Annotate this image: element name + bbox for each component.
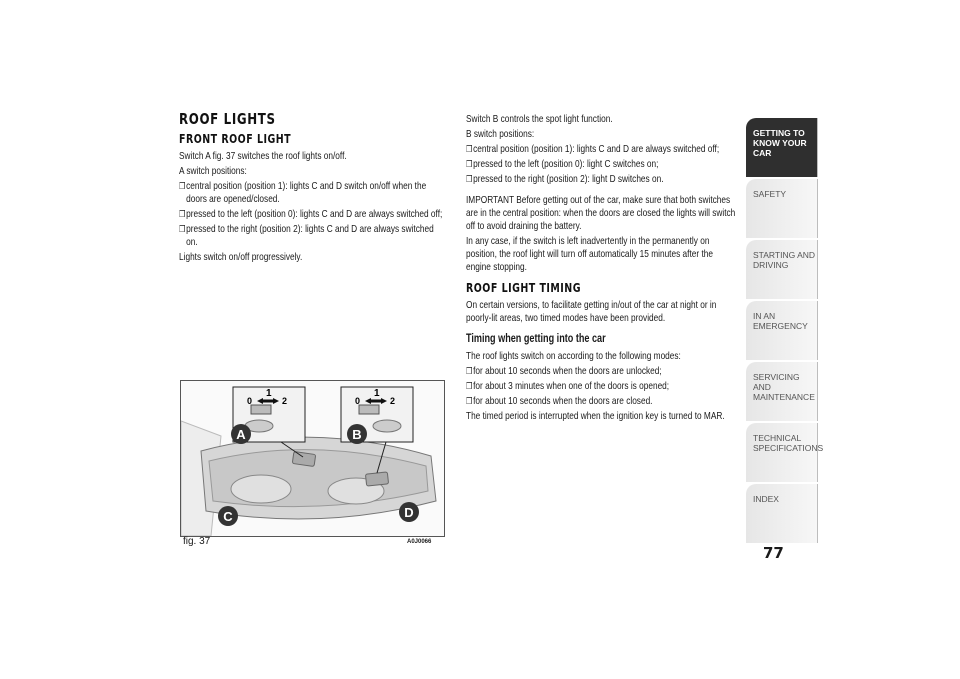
roof-light-figure bbox=[180, 380, 445, 537]
intro-text: Switch A fig. 37 switches the roof lights on/off. bbox=[179, 150, 347, 162]
timing-subtitle: Timing when getting into the car bbox=[466, 333, 606, 345]
switch-b-pos-1: 1 bbox=[374, 388, 380, 399]
roof-light-illustration bbox=[181, 381, 444, 536]
important-note: IMPORTANT Before getting out of the car, make sure that both switches are in the central position: when the doors are closed the lights will switch off to avoid draining the battery. bbox=[466, 194, 736, 232]
switch-a-pos-0: 0 bbox=[247, 396, 253, 406]
switch-a-pos-1: 1 bbox=[266, 388, 272, 399]
timing-title: ROOF LIGHT TIMING bbox=[466, 281, 581, 295]
list-item: ❒ central position (position 1): lights C and D are always switched off; bbox=[466, 143, 720, 155]
subsection-title: FRONT ROOF LIGHT bbox=[179, 132, 292, 146]
checkbox-bullet-icon: ❒ bbox=[466, 366, 473, 376]
checkbox-bullet-icon: ❒ bbox=[179, 224, 186, 234]
list-item: ❒ for about 10 seconds when the doors are unlocked; bbox=[466, 365, 662, 377]
list-item: ❒ for about 10 seconds when the doors are closed. bbox=[466, 395, 653, 407]
checkbox-bullet-icon: ❒ bbox=[179, 181, 186, 191]
checkbox-bullet-icon: ❒ bbox=[179, 209, 186, 219]
timing-intro: On certain versions, to facilitate getting in/out of the car at night or in poorly-lit areas, two timed modes have been provided. bbox=[466, 299, 717, 324]
tab-getting-to-know[interactable]: GETTING TO KNOW YOUR CAR bbox=[746, 118, 818, 177]
tab-technical[interactable]: TECHNICAL SPECIFICATIONS bbox=[746, 423, 818, 482]
checkbox-bullet-icon: ❒ bbox=[466, 381, 473, 391]
switch-b-pos-2: 2 bbox=[390, 396, 396, 406]
tab-index[interactable]: INDEX bbox=[746, 484, 818, 543]
switch-b-pos-0: 0 bbox=[355, 396, 361, 406]
switch-a-pos-2: 2 bbox=[282, 396, 288, 406]
checkbox-bullet-icon: ❒ bbox=[466, 174, 473, 184]
ignition-note: The timed period is interrupted when the ignition key is turned to MAR. bbox=[466, 410, 725, 422]
checkbox-bullet-icon: ❒ bbox=[466, 159, 473, 169]
callout-c: C bbox=[223, 509, 233, 524]
list-item: ❒ pressed to the right (position 2): light D switches on. bbox=[466, 173, 664, 185]
tab-safety[interactable]: SAFETY bbox=[746, 179, 818, 238]
callout-d: D bbox=[404, 505, 414, 520]
list-item: ❒ pressed to the left (position 0): lights C and D are always switched off; bbox=[179, 208, 443, 220]
switch-b-intro: Switch B controls the spot light function. bbox=[466, 113, 613, 125]
switch-b-positions-label: B switch positions: bbox=[466, 128, 535, 140]
callout-b: B bbox=[352, 427, 362, 442]
checkbox-bullet-icon: ❒ bbox=[466, 144, 473, 154]
figure-code: A0J0066 bbox=[407, 539, 432, 545]
list-item: ❒ for about 3 minutes when one of the doors is opened; bbox=[466, 380, 670, 392]
list-item: ❒ pressed to the left (position 0): light C switches on; bbox=[466, 158, 659, 170]
outro-text: Lights switch on/off progressively. bbox=[179, 251, 303, 263]
section-title: ROOF LIGHTS bbox=[179, 110, 276, 128]
left-column bbox=[179, 110, 446, 266]
page-number: 77 bbox=[763, 544, 784, 562]
right-column bbox=[466, 113, 739, 425]
tab-starting-driving[interactable]: STARTING AND DRIVING bbox=[746, 240, 818, 299]
tab-emergency[interactable]: IN AN EMERGENCY bbox=[746, 301, 818, 360]
positions-label: A switch positions: bbox=[179, 165, 247, 177]
list-item: ❒ pressed to the right (position 2): lights C and D are always switched on. bbox=[179, 223, 434, 248]
callout-a: A bbox=[236, 427, 246, 442]
checkbox-bullet-icon: ❒ bbox=[466, 396, 473, 406]
figure-label: fig. 37 bbox=[183, 536, 211, 547]
list-item: ❒ central position (position 1): lights C and D switch on/off when the doors are opened/closed. bbox=[179, 180, 427, 205]
auto-off-note: In any case, if the switch is left inadvertently in the permanently on position, the roof light will turn off automatically 15 minutes after the engine stopping. bbox=[466, 235, 713, 273]
modes-intro: The roof lights switch on according to the following modes: bbox=[466, 350, 681, 362]
tab-servicing[interactable]: SERVICING AND MAINTENANCE bbox=[746, 362, 818, 421]
